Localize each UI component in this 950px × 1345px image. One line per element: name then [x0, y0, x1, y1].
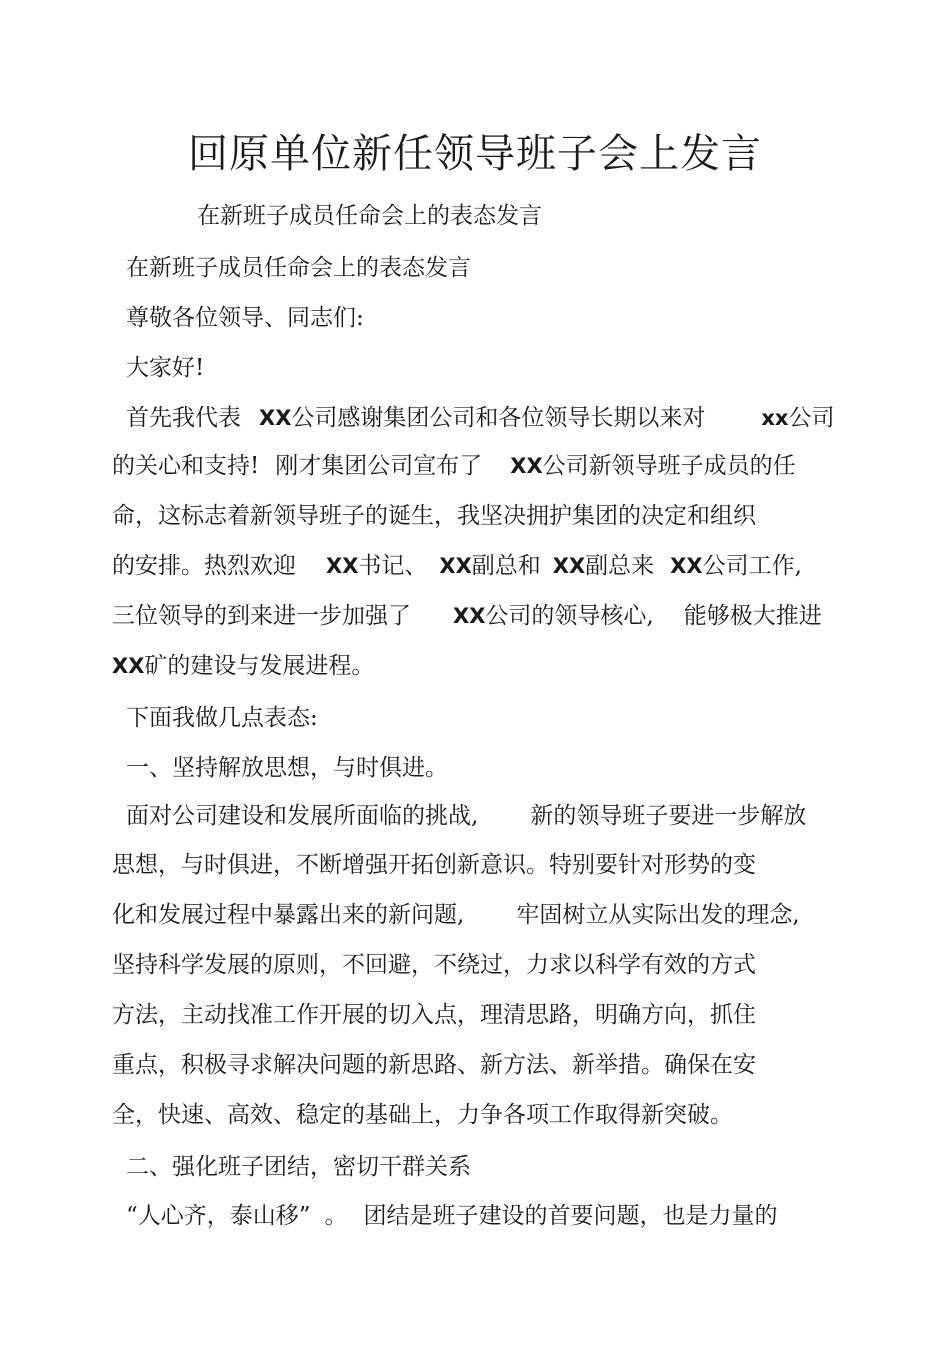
body-line: 大家好!	[126, 355, 205, 381]
body-line: XX矿的建设与发展进程。	[112, 653, 375, 679]
body-line: 一、坚持解放思想，与时俱进。	[126, 755, 448, 781]
body-line: 化和发展过程中暴露出来的新问题, 牢固树立从实际出发的理念,	[112, 902, 800, 928]
body-line: 尊敬各位领导、同志们:	[126, 305, 364, 331]
body-line: 命，这标志着新领导班子的诞生，我坚决拥护集团的决定和组织	[112, 503, 756, 529]
document-subtitle: 在新班子成员任命会上的表态发言	[197, 203, 542, 229]
body-line: 在新班子成员任命会上的表态发言	[126, 255, 471, 281]
body-line: “人心齐，泰山移” 。 团结是班子建设的首要问题，也是力量的	[126, 1203, 778, 1229]
body-line: 全，快速、高效、稳定的基础上，力争各项工作取得新突破。	[112, 1102, 733, 1128]
body-line: 坚持科学发展的原则，不回避，不绕过，力求以科学有效的方式	[112, 952, 756, 978]
document-title: 回原单位新任领导班子会上发言	[188, 131, 762, 177]
body-line: 面对公司建设和发展所面临的挑战, 新的领导班子要进一步解放	[126, 803, 807, 829]
body-line: 思想，与时俱进，不断增强开拓创新意识。特别要针对形势的变	[112, 852, 756, 878]
body-line: 首先我代表 XX公司感谢集团公司和各位领导长期以来对 xx公司	[126, 405, 835, 431]
body-line: 的关心和支持! 刚才集团公司宣布了 XX公司新领导班子成员的任	[112, 453, 796, 479]
body-line: 二、强化班子团结，密切干群关系	[126, 1154, 471, 1180]
body-line: 的安排。热烈欢迎 XX书记、 XX副总和 XX副总来 XX公司工作,	[112, 553, 802, 579]
body-line: 下面我做几点表态:	[126, 705, 318, 731]
body-line: 方法，主动找准工作开展的切入点，理清思路，明确方向，抓住	[112, 1002, 756, 1028]
body-line: 三位领导的到来进一步加强了 XX公司的领导核心, 能够极大推进	[112, 603, 822, 629]
body-line: 重点，积极寻求解决问题的新思路、新方法、新举措。确保在安	[112, 1052, 756, 1078]
